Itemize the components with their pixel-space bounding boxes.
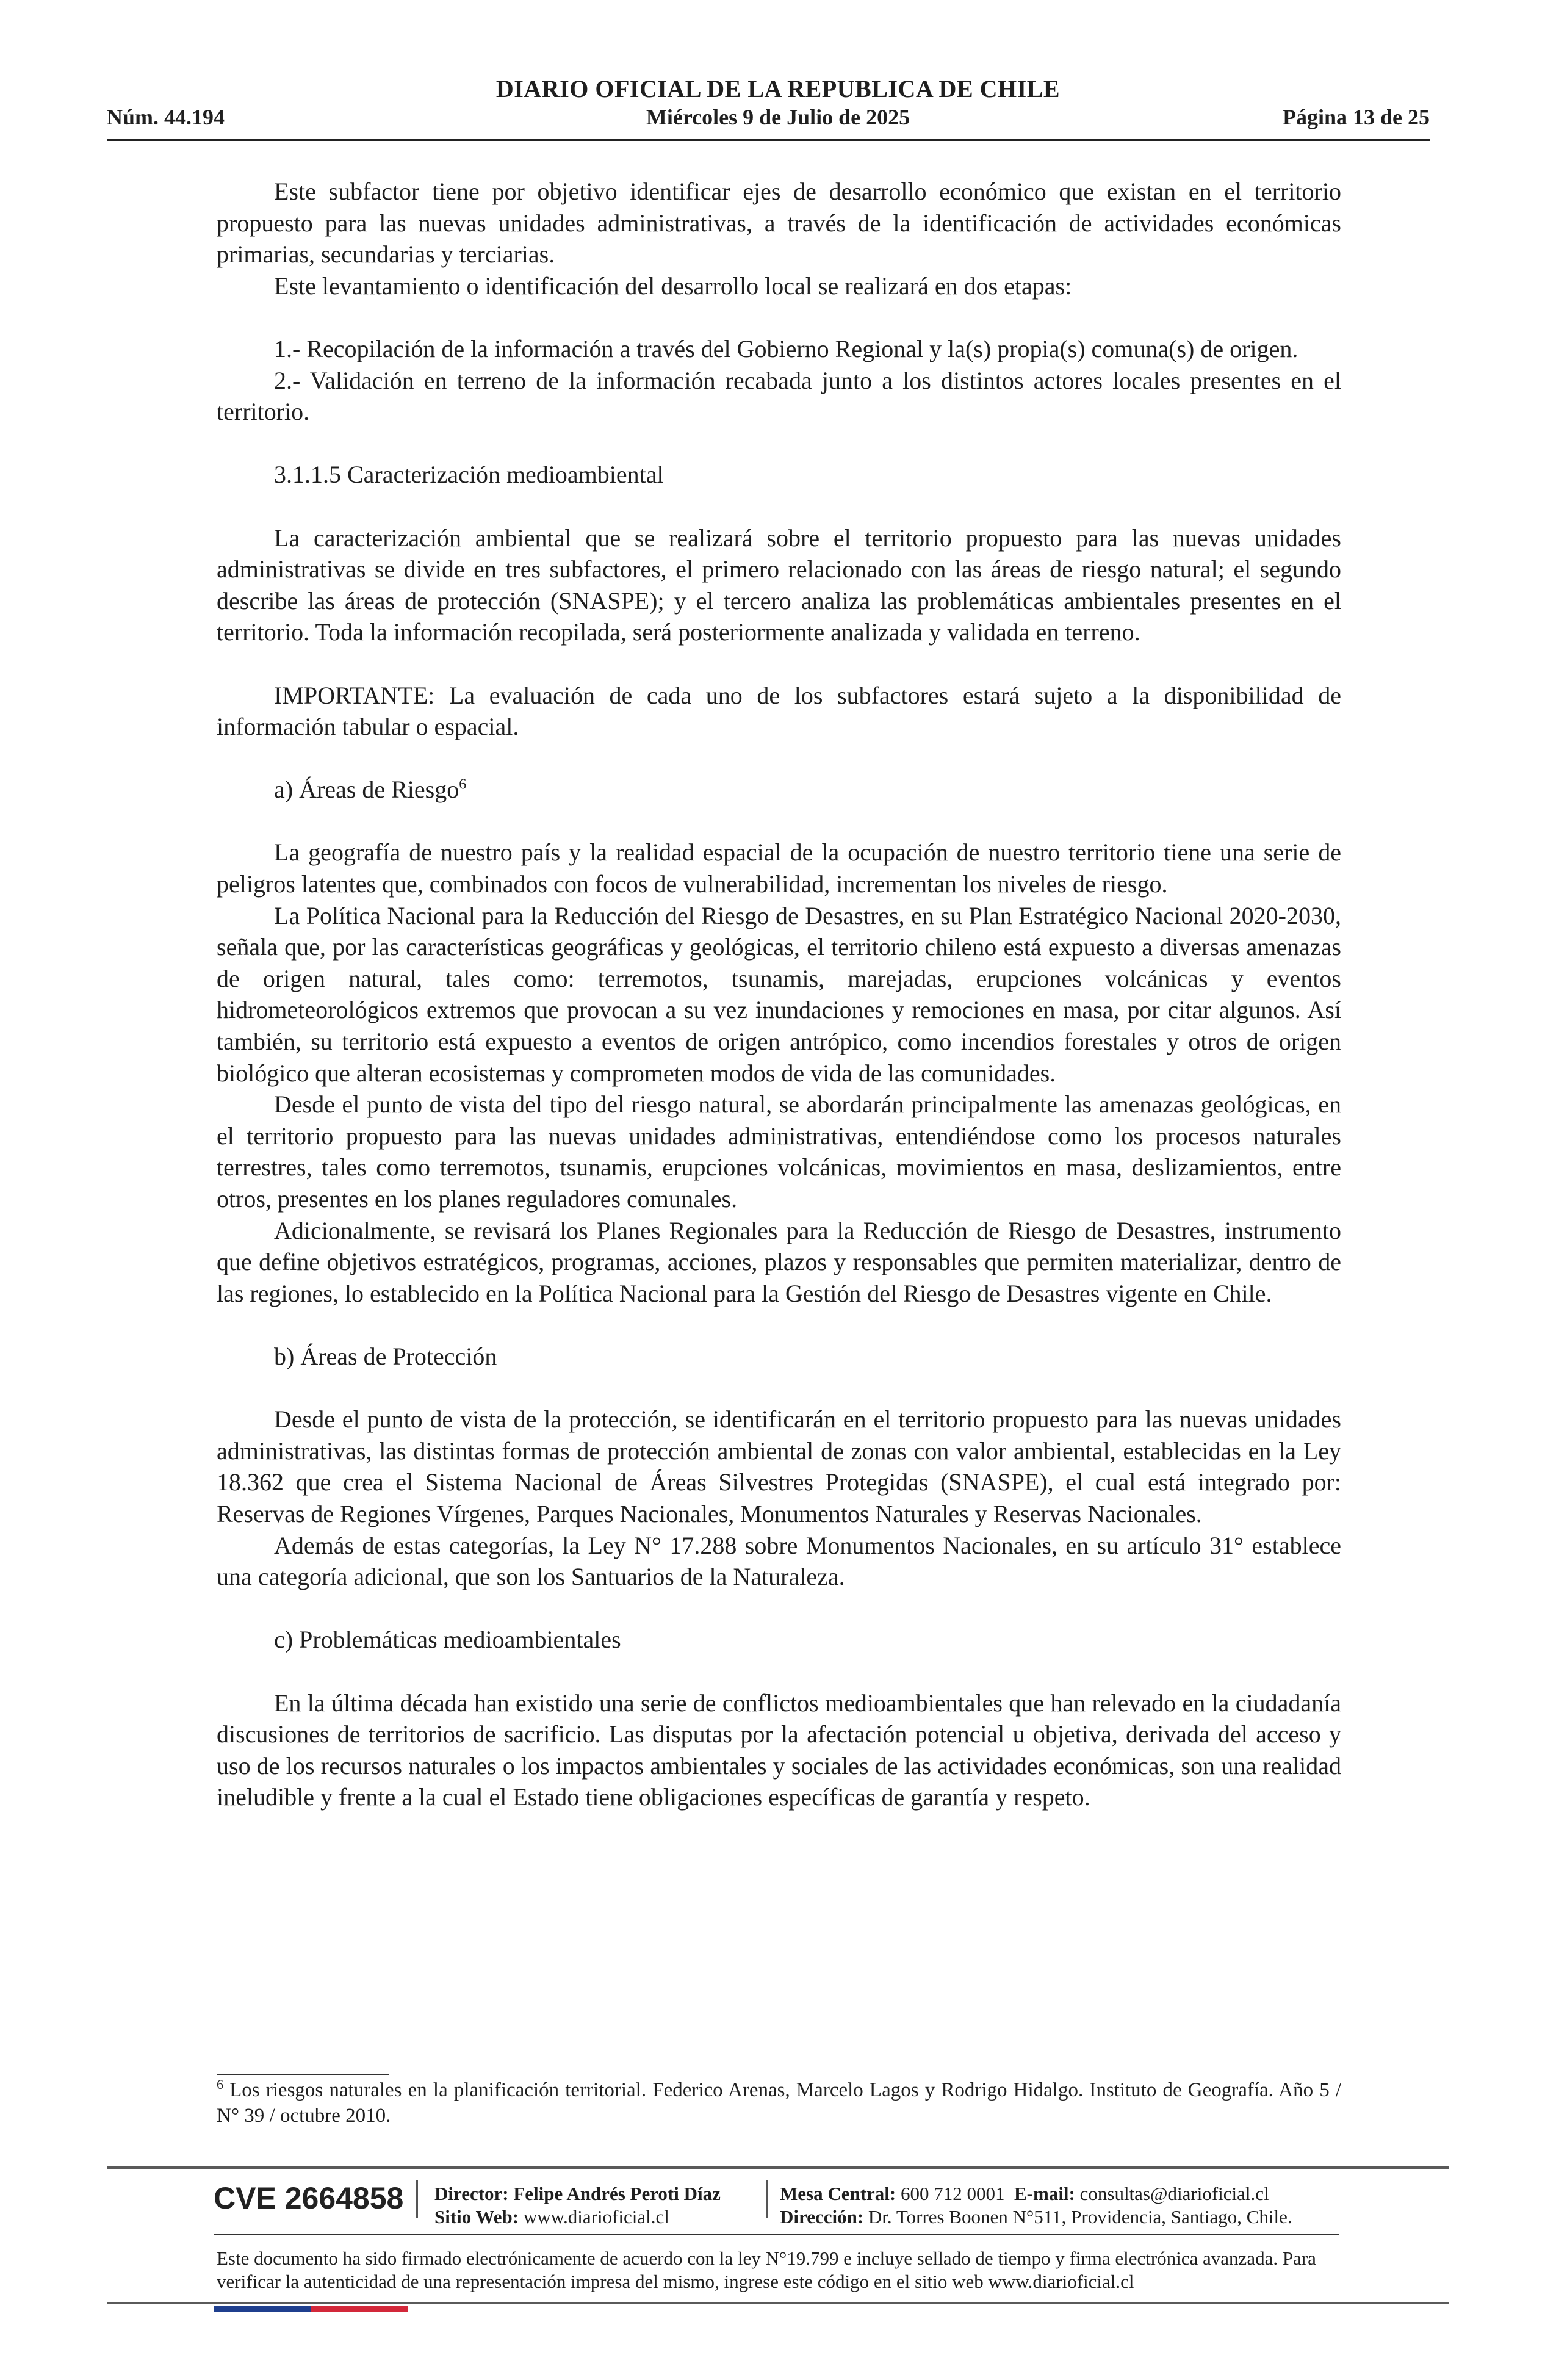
- signature-notice: Este documento ha sido firmado electrónicamente de acuerdo con la ley N°19.799 e incluye sellado de tiempo y firma electrónica avanzada. Para verificar la autenticidad de una representación impresa del mismo, ingrese este código en el sitio web www.diarioficial.cl: [217, 2248, 1316, 2292]
- paragraph: Desde el punto de vista del tipo del riesgo natural, se abordarán principalmente las amenazas geológicas, en el territorio propuesto para las nuevas unidades administrativas, entendiéndose como los procesos naturales terrestres, tales como terremotos, tsunamis, erupciones volcánicas, movimientos en masa, deslizamientos, entre otros, presentes en los planes reguladores comunales.: [217, 1091, 1341, 1213]
- address-label: Dirección:: [780, 2206, 864, 2227]
- director-name: Felipe Andrés Peroti Díaz: [513, 2183, 721, 2204]
- director-line: [434, 2182, 721, 2205]
- header-divider: [107, 139, 1430, 141]
- address-line: [780, 2205, 1292, 2229]
- email-link[interactable]: consultas@diarioficial.cl: [1079, 2183, 1269, 2204]
- footer-separator: [766, 2180, 768, 2218]
- footer-divider-bottom: [107, 2302, 1449, 2304]
- subsection-heading: [217, 774, 1341, 806]
- paragraph: La caracterización ambiental que se realizará sobre el territorio propuesto para las nuevas unidades administrativas se divide en tres subfactores, el primero relacionado con las áreas de riesgo natural; el segundo describe las áreas de protección (SNASPE); y el tercero analiza las problemáticas ambientales presentes en el territorio. Toda la información recopilada, será posteriormente analizada y validada en terreno.: [217, 524, 1341, 646]
- paragraph: Desde el punto de vista de la protección, se identificarán en el territorio propuesto para las nuevas unidades administrativas, las distintas formas de protección ambiental de zonas con valor ambiental, establecidas en la Ley 18.362 que crea el Sistema Nacional de Áreas Silvestres Protegidas (SNASPE), el cual está integrado por: Reservas de Regiones Vírgenes, Parques Nacionales, Monumentos Naturales y Reservas Nacionales.: [217, 1405, 1341, 1527]
- mesa-phone: 600 712 0001: [901, 2183, 1005, 2204]
- flag-stripe-blue: [214, 2306, 311, 2312]
- footer-contact-block: [780, 2182, 1292, 2229]
- subsection-heading-text: a) Áreas de Riesgo: [274, 776, 459, 804]
- footnote: [217, 2077, 1341, 2129]
- address-text: Dr. Torres Boonen N°511, Providencia, Santiago, Chile.: [868, 2206, 1292, 2227]
- email-label: E-mail:: [1014, 2183, 1075, 2204]
- paragraph: IMPORTANTE: La evaluación de cada uno de los subfactores estará sujeto a la disponibilidad de información tabular o espacial.: [217, 681, 1341, 741]
- flag-stripe-red: [311, 2306, 408, 2312]
- paragraph: En la última década han existido una serie de conflictos medioambientales que han relevado en la ciudadanía discusiones de territorios de sacrificio. Las disputas por la afectación potencial u objetiva, derivada del acceso y uso de los recursos naturales o los impactos ambientales y sociales de las actividades económicas, son una realidad ineludible y frente a la cual el Estado tiene obligaciones específicas de garantía y respeto.: [217, 1689, 1341, 1811]
- list-item: 2.- Validación en terreno de la información recabada junto a los distintos actores locales presentes en el territorio.: [217, 366, 1341, 426]
- document-body: [217, 176, 1341, 1813]
- paragraph: Este levantamiento o identificación del desarrollo local se realizará en dos etapas:: [274, 272, 1072, 300]
- list-item: 1.- Recopilación de la información a través del Gobierno Regional y la(s) propia(s) comuna(s) de origen.: [274, 334, 1298, 362]
- footer-director-block: [434, 2182, 721, 2229]
- footnote-text: Los riesgos naturales en la planificación territorial. Federico Arenas, Marcelo Lagos y Rodrigo Hidalgo. Instituto de Geografía. Año 5 / N° 39 / octubre 2010.: [217, 2079, 1341, 2127]
- page-number: Página 13 de 25: [1282, 105, 1430, 129]
- website-line: [434, 2205, 721, 2229]
- contact-line: [780, 2182, 1292, 2205]
- mesa-label: Mesa Central:: [780, 2183, 896, 2204]
- footnote-number: 6: [217, 2077, 223, 2092]
- paragraph: Además de estas categorías, la Ley N° 17.288 sobre Monumentos Nacionales, en su artículo 31° establece una categoría adicional, que son los Santuarios de la Naturaleza.: [217, 1531, 1341, 1591]
- paragraph: Adicionalmente, se revisará los Planes Regionales para la Reducción de Riesgo de Desastres, instrumento que define objetivos estratégicos, programas, acciones, plazos y responsables que permiten materializar, dentro de las regiones, lo establecido en la Política Nacional para la Gestión del Riesgo de Desastres vigente en Chile.: [217, 1216, 1341, 1307]
- paragraph: Este subfactor tiene por objetivo identificar ejes de desarrollo económico que existan en el territorio propuesto para las nuevas unidades administrativas, a través de la identificación de actividades económicas primarias, secundarias y terciarias.: [217, 178, 1341, 269]
- footer-separator: [416, 2180, 418, 2218]
- paragraph: La geografía de nuestro país y la realidad espacial de la ocupación de nuestro territorio tiene una serie de peligros latentes que, combinados con focos de vulnerabilidad, incrementan los niveles de riesgo.: [217, 838, 1341, 898]
- issue-date: Miércoles 9 de Julio de 2025: [646, 105, 910, 129]
- cve-code: CVE 2664858: [214, 2181, 404, 2215]
- footnote-reference: 6: [459, 776, 467, 793]
- subsection-heading: c) Problemáticas medioambientales: [274, 1626, 621, 1654]
- website-label: Sitio Web:: [434, 2206, 519, 2227]
- publication-title: DIARIO OFICIAL DE LA REPUBLICA DE CHILE: [495, 75, 1061, 103]
- paragraph: La Política Nacional para la Reducción del Riesgo de Desastres, en su Plan Estratégico Nacional 2020-2030, señala que, por las características geográficas y geológicas, el territorio chileno está expuesto a diversas amenazas de origen natural, tales como: terremotos, tsunamis, marejadas, erupciones volcánicas y eventos hidrometeorológicos extremos que provocan a su vez inundaciones y remociones en masa, por citar algunos. Así también, su territorio está expuesto a eventos de origen antrópico, como incendios forestales y otros de origen biológico que alteran ecosistemas y comprometen modos de vida de las comunidades.: [217, 901, 1341, 1087]
- footer-divider-top: [107, 2166, 1449, 2169]
- issue-number: Núm. 44.194: [107, 105, 225, 129]
- footnote-divider: [217, 2074, 389, 2075]
- subsection-heading: b) Áreas de Protección: [274, 1342, 497, 1370]
- footer-divider-middle: [214, 2234, 1339, 2235]
- director-label: Director:: [434, 2183, 509, 2204]
- website-link[interactable]: www.diarioficial.cl: [523, 2206, 669, 2227]
- section-heading: 3.1.1.5 Caracterización medioambiental: [274, 461, 664, 489]
